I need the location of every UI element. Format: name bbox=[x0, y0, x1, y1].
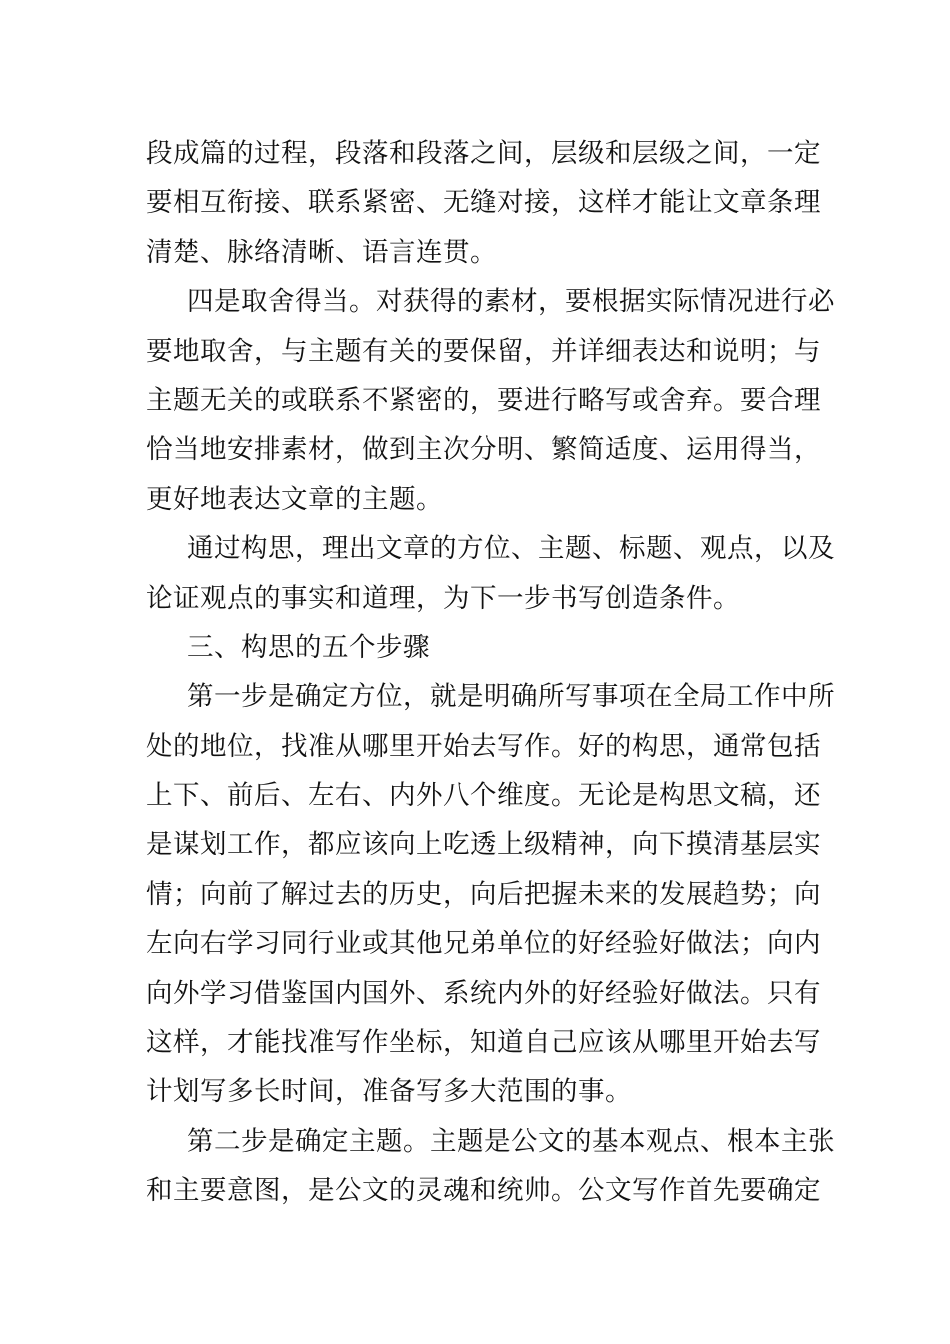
text-line: 上下、前后、左右、内外八个维度。无论是构思文稿，还 bbox=[146, 780, 821, 812]
text-line: 恰当地安排素材，做到主次分明、繁简适度、运用得当， bbox=[146, 434, 821, 466]
text-line: 处的地位，找准从哪里开始去写作。好的构思，通常包括 bbox=[146, 730, 821, 762]
text-line: 清楚、脉络清晰、语言连贯。 bbox=[146, 236, 497, 268]
text-line: 更好地表达文章的主题。 bbox=[146, 483, 443, 515]
text-line: 计划写多长时间，准备写多大范围的事。 bbox=[146, 1076, 632, 1108]
section-heading: 三、构思的五个步骤 bbox=[187, 631, 430, 663]
text-line: 第二步是确定主题。主题是公文的基本观点、根本主张 bbox=[187, 1125, 835, 1157]
text-line: 要地取舍，与主题有关的要保留，并详细表达和说明；与 bbox=[146, 335, 821, 367]
text-line: 和主要意图，是公文的灵魂和统帅。公文写作首先要确定 bbox=[146, 1175, 821, 1207]
text-line: 这样，才能找准写作坐标，知道自己应该从哪里开始去写 bbox=[146, 1027, 821, 1059]
text-line: 主题无关的或联系不紧密的，要进行略写或舍弃。要合理 bbox=[146, 384, 821, 416]
text-line: 左向右学习同行业或其他兄弟单位的好经验好做法；向内 bbox=[146, 928, 821, 960]
text-line: 段成篇的过程，段落和段落之间，层级和层级之间，一定 bbox=[146, 138, 821, 169]
text-line: 第一步是确定方位，就是明确所写事项在全局工作中所 bbox=[187, 681, 835, 713]
text-line: 情；向前了解过去的历史，向后把握未来的发展趋势；向 bbox=[146, 878, 821, 910]
text-line: 四是取舍得当。对获得的素材，要根据实际情况进行必 bbox=[187, 286, 835, 318]
text-line: 是谋划工作，都应该向上吃透上级精神，向下摸清基层实 bbox=[146, 829, 821, 861]
document-body bbox=[146, 129, 835, 1216]
text-line: 要相互衔接、联系紧密、无缝对接，这样才能让文章条理 bbox=[146, 187, 821, 219]
text-line: 通过构思，理出文章的方位、主题、标题、观点，以及 bbox=[187, 533, 835, 565]
text-line: 向外学习借鉴国内国外、系统内外的好经验好做法。只有 bbox=[146, 977, 821, 1009]
text-line: 论证观点的事实和道理，为下一步书写创造条件。 bbox=[146, 582, 740, 614]
